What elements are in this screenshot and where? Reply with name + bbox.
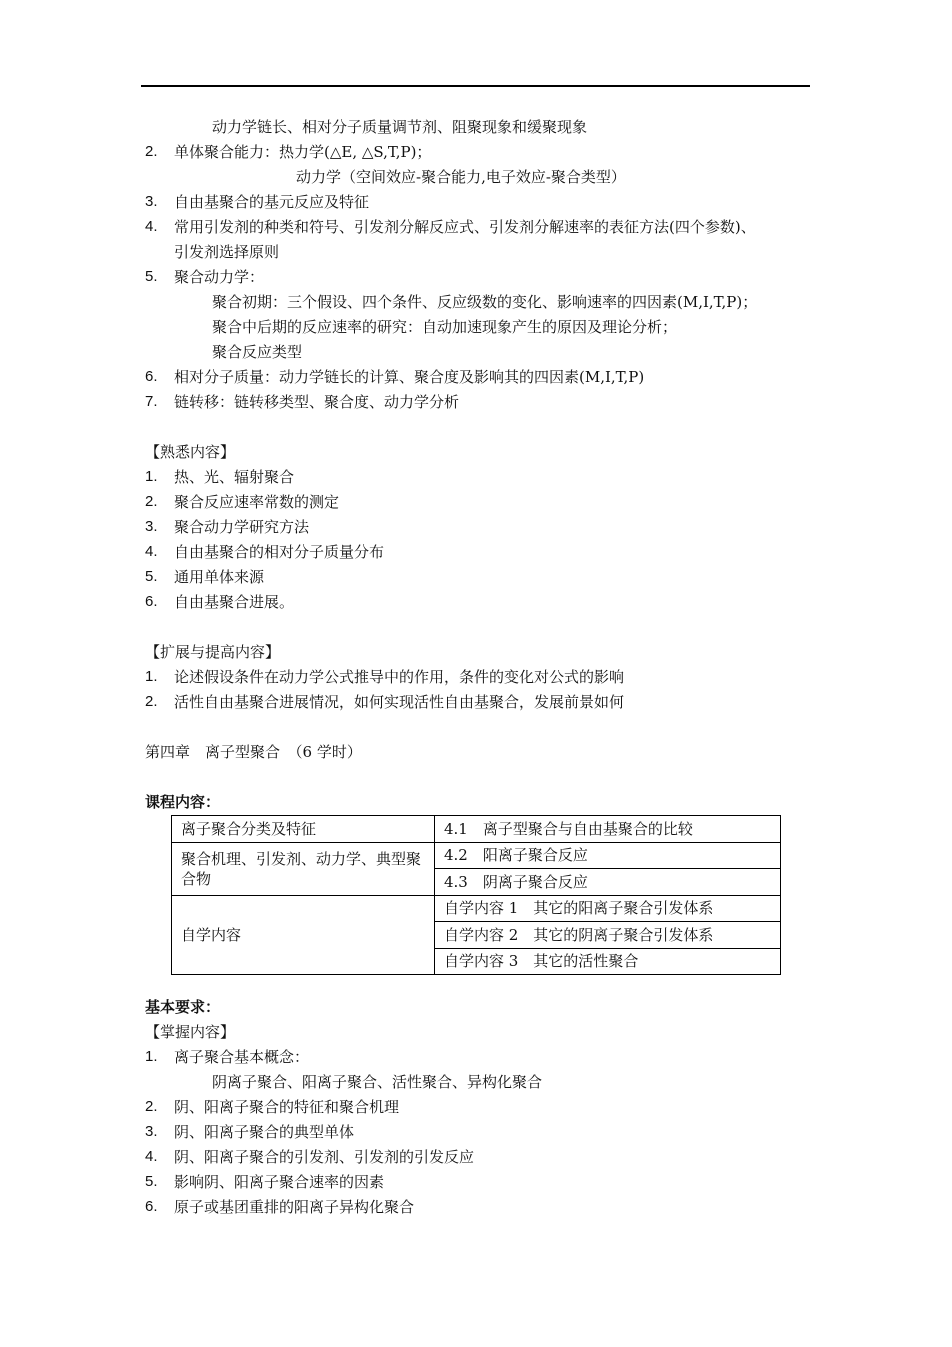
list-item: 相对分子质量：动力学链长的计算、聚合度及影响其的四因素(M,I,T,P) (174, 368, 645, 386)
list-item: 聚合动力学研究方法 (174, 518, 310, 536)
list-number: 5. (145, 268, 158, 285)
list-item: 阴、阳离子聚合的典型单体 (174, 1123, 355, 1141)
table-cell: 自学内容 3 其它的活性聚合 (435, 948, 781, 975)
list-number: 1. (145, 668, 158, 685)
list-item: 阴、阳离子聚合的引发剂、引发剂的引发反应 (174, 1148, 475, 1166)
section-heading-familiar: 【熟悉内容】 (145, 443, 236, 461)
list-item: 离子聚合基本概念： (174, 1048, 310, 1066)
list-number: 1. (145, 1048, 158, 1065)
list-number: 6. (145, 593, 158, 610)
list-item: 阴、阳离子聚合的特征和聚合机理 (174, 1098, 400, 1116)
chapter-title: 第四章 离子型聚合 （6 学时） (145, 743, 362, 761)
list-item: 动力学（空间效应-聚合能力,电子效应-聚合类型） (296, 168, 626, 186)
list-item: 影响阴、阳离子聚合速率的因素 (174, 1173, 385, 1191)
course-table (171, 815, 781, 975)
list-item: 活性自由基聚合进展情况，如何实现活性自由基聚合，发展前景如何 (174, 693, 625, 711)
table-cell: 离子聚合分类及特征 (172, 816, 435, 843)
list-item: 自由基聚合的相对分子质量分布 (174, 543, 385, 561)
list-number: 2. (145, 1098, 158, 1115)
list-item: 链转移：链转移类型、聚合度、动力学分析 (174, 393, 460, 411)
basic-requirements-label: 基本要求： (145, 998, 221, 1016)
table-cell: 4.3 阴离子聚合反应 (435, 869, 781, 896)
list-item: 常用引发剂的种类和符号、引发剂分解反应式、引发剂分解速率的表征方法(四个参数)、 (174, 218, 756, 236)
table-row (172, 842, 781, 869)
table-cell: 自学内容 (172, 895, 435, 975)
section-heading-extended: 【扩展与提高内容】 (145, 643, 281, 661)
list-item: 自由基聚合的基元反应及特征 (174, 193, 370, 211)
table-row (172, 895, 781, 922)
list-item: 阴离子聚合、阳离子聚合、活性聚合、异构化聚合 (212, 1073, 543, 1091)
list-item: 聚合中后期的反应速率的研究：自动加速现象产生的原因及理论分析； (212, 318, 678, 336)
list-number: 4. (145, 218, 158, 235)
list-item: 聚合反应类型 (212, 343, 303, 361)
table-cell: 4.2 阳离子聚合反应 (435, 842, 781, 869)
list-number: 1. (145, 468, 158, 485)
list-item: 动力学链长、相对分子质量调节剂、阻聚现象和缓聚现象 (212, 118, 588, 136)
list-item: 原子或基团重排的阳离子异构化聚合 (174, 1198, 415, 1216)
list-number: 4. (145, 1148, 158, 1165)
table-cell: 4.1 离子型聚合与自由基聚合的比较 (435, 816, 781, 843)
list-number: 4. (145, 543, 158, 560)
table-cell: 自学内容 2 其它的阴离子聚合引发体系 (435, 922, 781, 949)
list-item: 热、光、辐射聚合 (174, 468, 295, 486)
list-number: 5. (145, 1173, 158, 1190)
list-number: 5. (145, 568, 158, 585)
list-item: 聚合动力学： (174, 268, 265, 286)
list-number: 2. (145, 693, 158, 710)
list-item: 论述假设条件在动力学公式推导中的作用，条件的变化对公式的影响 (174, 668, 625, 686)
list-item: 通用单体来源 (174, 568, 265, 586)
table-cell: 聚合机理、引发剂、动力学、典型聚合物 (172, 842, 435, 895)
list-number: 2. (145, 143, 158, 160)
list-item: 引发剂选择原则 (174, 243, 280, 261)
list-number: 6. (145, 1198, 158, 1215)
table-row (172, 816, 781, 843)
course-content-label: 课程内容： (145, 793, 221, 811)
section-heading-master: 【掌握内容】 (145, 1023, 236, 1041)
list-item: 聚合反应速率常数的测定 (174, 493, 340, 511)
list-number: 3. (145, 1123, 158, 1140)
list-number: 6. (145, 368, 158, 385)
list-item: 单体聚合能力：热力学(△E, △S,T,P)； (174, 143, 432, 161)
list-number: 3. (145, 193, 158, 210)
list-number: 7. (145, 393, 158, 410)
header-rule (141, 85, 810, 87)
table-cell: 自学内容 1 其它的阳离子聚合引发体系 (435, 895, 781, 922)
list-number: 3. (145, 518, 158, 535)
list-item: 自由基聚合进展。 (174, 593, 295, 611)
list-number: 2. (145, 493, 158, 510)
list-item: 聚合初期：三个假设、四个条件、反应级数的变化、影响速率的四因素(M,I,T,P)； (212, 293, 758, 311)
